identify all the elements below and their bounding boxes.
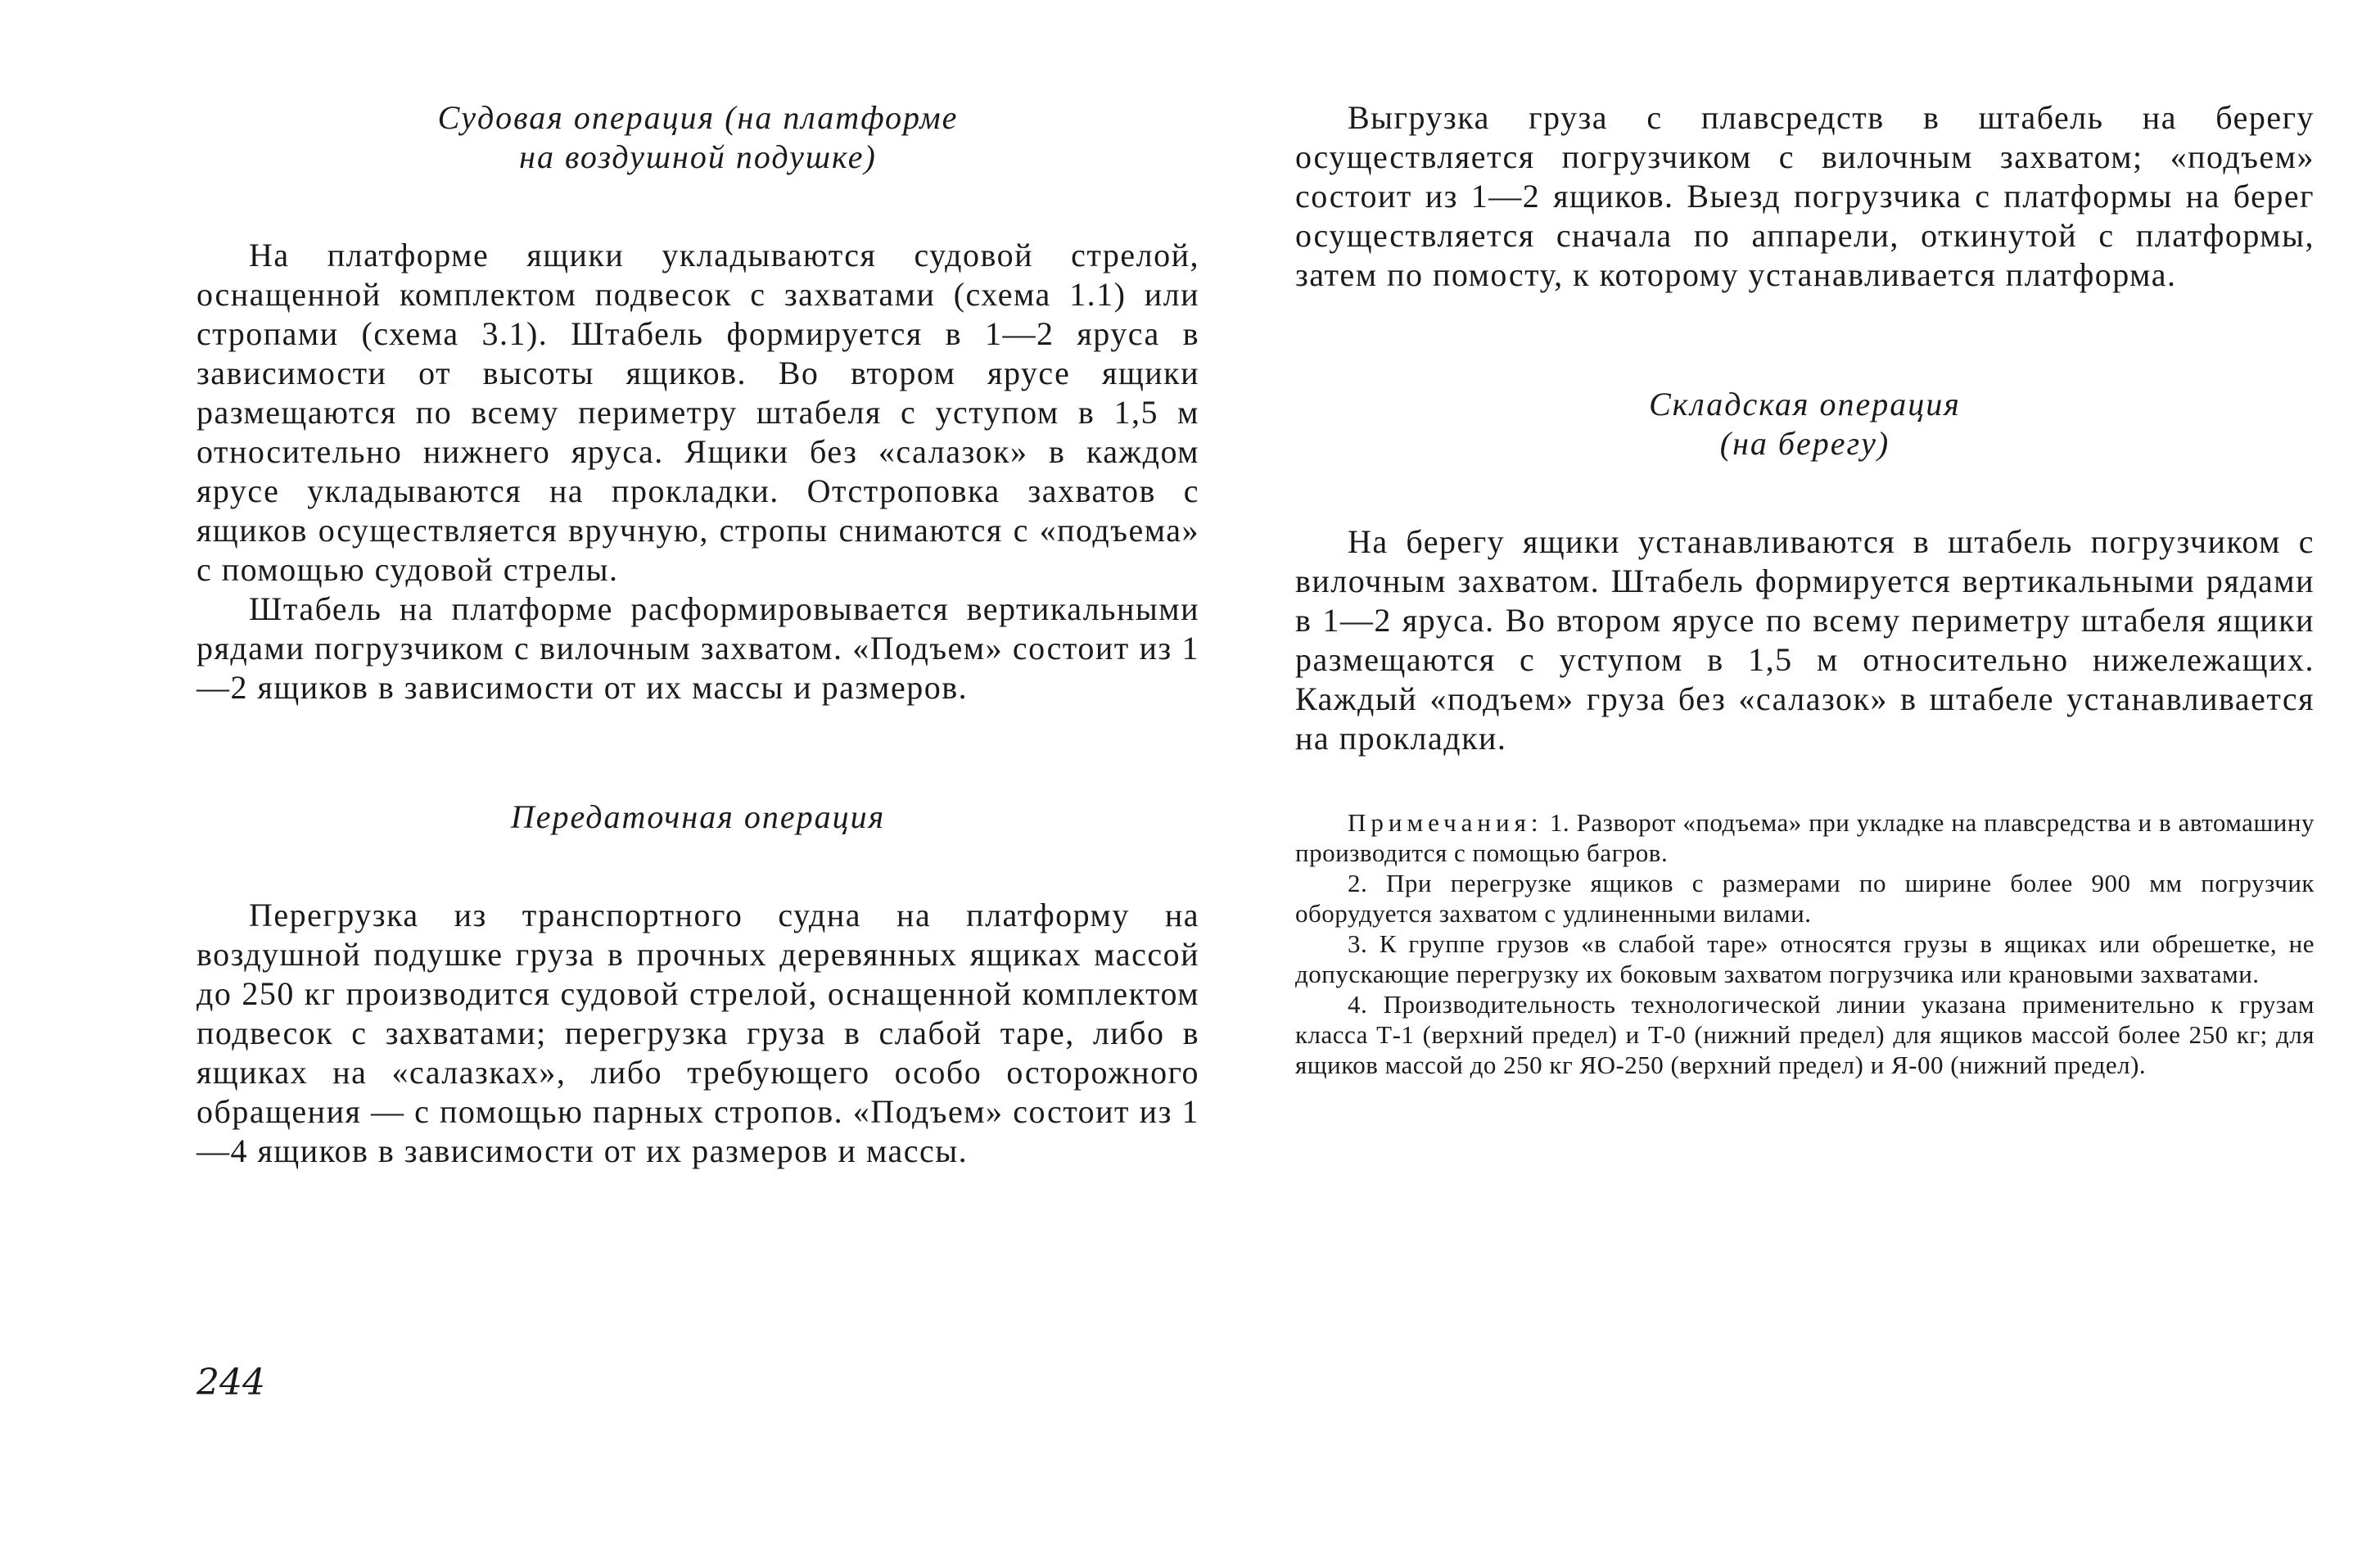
heading-line-2: (на берегу) (1719, 425, 1890, 462)
notes-block (1295, 807, 2315, 1080)
section-heading-transfer-operation (196, 798, 1199, 837)
paragraph-platform-stacking: На платформе ящики укладываются судовой стрелой, оснащенной комплектом подвесок с захватами (схема 1.1) или стропами (схема 3.1). Штабель формируется в 1—2 яруса в зависимости от высоты ящиков. Во втором ярусе ящики размещаются по всему периметру штабеля с уступом в 1,5 м относительно нижнего яруса. Ящики без «салазок» в каждом ярусе укладываются на прокладки. Отстроповка захватов с ящиков осуществляется вручную, стропы снимаются с «подъема» с помощью судовой стрелы. (196, 237, 1199, 588)
section-heading-warehouse-operation (1295, 385, 2315, 463)
spacer (196, 837, 1199, 896)
note-2: 2. При перегрузке ящиков с размерами по ширине более 900 мм погрузчик оборудуется захватом с удлиненными вилами. (1295, 869, 2315, 928)
paragraph-shore-stacking: На берегу ящики устанавливаются в штабель погрузчиком с вилочным захватом. Штабель формируется вертикальными рядами в 1—2 яруса. Во втором ярусе по всему периметру штабеля ящики размещаются с уступом в 1,5 м относительно нижележащих. Каждый «подъем» груза без «салазок» в штабеле устанавливается на прокладки. (1295, 523, 2315, 757)
paragraph-stack-disassembly: Штабель на платформе расформировывается вертикальными рядами погрузчиком с вилочным захватом. «Подъем» состоит из 1—2 ящиков в зависимости от их массы и размеров. (196, 590, 1199, 706)
heading-line-1: Судовая операция (на платформе (437, 99, 959, 136)
spacer (1295, 295, 2315, 385)
spacer (196, 707, 1199, 798)
paragraph-unloading: Выгрузка груза с плавсредств в штабель на берегу осуществляется погрузчиком с вилочным захватом; «подъем» состоит из 1—2 ящиков. Выезд погрузчика с платформы на берег осуществляется сначала по аппарели, откинутой с платформы, затем по помосту, к которому устанавливается платформа. (1295, 99, 2315, 293)
spacer (1295, 758, 2315, 807)
note-1-text: 1. Разворот «подъема» при укладке на плавсредства и в автомашину производится с помощью багров. (1295, 808, 2315, 867)
paragraph-transfer: Перегрузка из транспортного судна на платформу на воздушной подушке груза в прочных деревянных ящиках массой до 250 кг производится судовой стрелой, оснащенной комплектом подвесок с захватами; перегрузка груза в слабой таре, либо в ящиках на «салазках», либо требующего особо осторожного обращения — с помощью парных стропов. «Подъем» состоит из 1—4 ящиков в зависимости от их размеров и массы. (196, 897, 1199, 1169)
note-1 (1295, 807, 2315, 868)
note-4: 4. Производительность технологической линии указана применительно к грузам класса Т-1 (верхний предел) и Т-0 (нижний предел) для ящиков массой более 250 кг; для ящиков массой до 250 кг ЯО-250 (верхний предел) и Я-00 (нижний предел). (1295, 990, 2315, 1079)
spacer (1295, 463, 2315, 522)
heading-line: Передаточная операция (510, 798, 886, 835)
right-column (1295, 98, 2315, 1080)
note-3: 3. К группе грузов «в слабой таре» относятся грузы в ящиках или обрешетке, не допускающие перегрузку их боковым захватом погрузчика или крановыми захватами. (1295, 929, 2315, 988)
spacer (196, 177, 1199, 236)
heading-line-1: Складская операция (1649, 386, 1961, 423)
left-column (196, 98, 1199, 1171)
section-heading-ship-operation (196, 98, 1199, 177)
page-number: 244 (196, 1362, 265, 1403)
heading-line-2: на воздушной подушке) (519, 138, 877, 175)
notes-label: Примечания: (1348, 808, 1543, 837)
